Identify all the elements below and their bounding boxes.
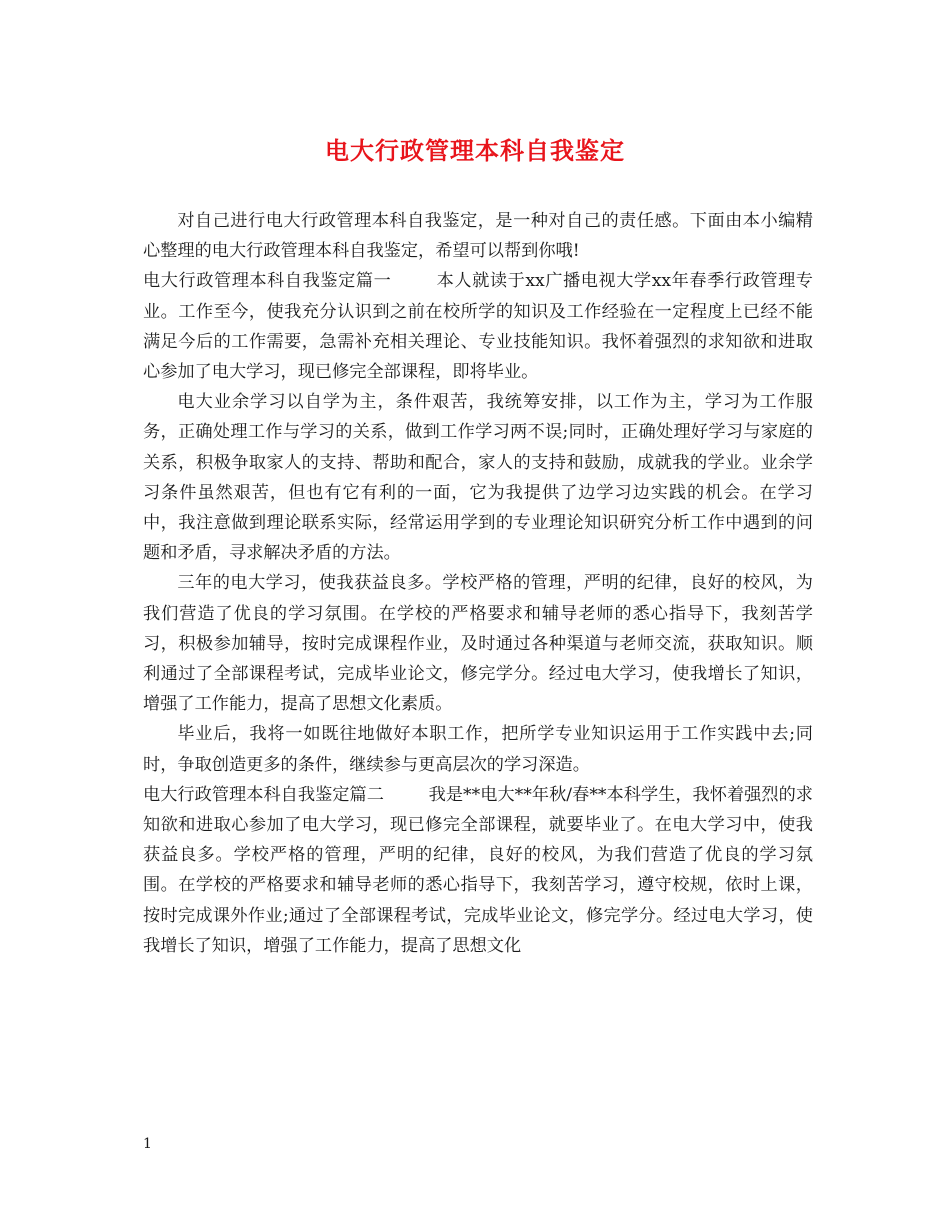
paragraph-after-graduation: 毕业后，我将一如既往地做好本职工作，把所学专业知识运用于工作实践中去;同时，争取创造更多的条件，继续参与更高层次的学习深造。 bbox=[143, 724, 813, 775]
document-title: 电大行政管理本科自我鉴定 bbox=[325, 136, 625, 165]
paragraph-study-conditions: 电大业余学习以自学为主，条件艰苦，我统筹安排，以工作为主，学习为工作服务，正确处理工作与学习的关系，做到工作学习两不误;同时，正确处理好学习与家庭的关系，积极争取家人的支持、帮助和配合，家人的支持和鼓励，成就我的学业。业余学习条件虽然艰苦，但也有它有利的一面，它为我提供了边学习边实践的机会。在学习中，我注意做到理论联系实际，经常运用学到的专业理论知识研究分析工作中遇到的问题和矛盾，寻求解决矛盾的方法。 bbox=[143, 392, 813, 564]
section-one-text: 本人就读于xx广播电视大学xx年春季行政管理专业。工作至今，使我充分认识到之前在校所学的知识及工作经验在一定程度上已经不能满足今后的工作需要，急需补充相关理论、专业技能知识。我怀着强烈的求知欲和进取心参加了电大学习，现已修完全部课程，即将毕业。 bbox=[143, 271, 813, 383]
document-body bbox=[143, 206, 813, 961]
paragraph-section-two bbox=[143, 780, 813, 961]
paragraph-three-years: 三年的电大学习，使我获益良多。学校严格的管理，严明的纪律，良好的校风，为我们营造了优良的学习氛围。在学校的严格要求和辅导老师的悉心指导下，我刻苦学习，积极参加辅导，按时完成课程作业，及时通过各种渠道与老师交流，获取知识。顺利通过了全部课程考试，完成毕业论文，修完学分。经过电大学习，使我增长了知识，增强了工作能力，提高了思想文化素质。 bbox=[143, 573, 813, 715]
section-heading-two: 电大行政管理本科自我鉴定篇二 bbox=[143, 784, 384, 805]
paragraph-section-one bbox=[143, 266, 813, 387]
page-number: 1 bbox=[143, 1136, 152, 1152]
section-two-text: 我是**电大**年秋/春**本科学生，我怀着强烈的求知欲和进取心参加了电大学习，现已修完全部课程，就要毕业了。在电大学习中，使我获益良多。学校严格的管理，严明的纪律，良好的校风，为我们营造了优良的学习氛围。在学校的严格要求和辅导老师的悉心指导下，我刻苦学习，遵守校规，依时上课，按时完成课外作业;通过了全部课程考试，完成毕业论文，修完学分。经过电大学习，使我增长了知识，增强了工作能力，提高了思想文化 bbox=[143, 784, 813, 956]
section-heading-one: 电大行政管理本科自我鉴定篇一 bbox=[143, 271, 392, 292]
paragraph-intro: 对自己进行电大行政管理本科自我鉴定，是一种对自己的责任感。下面由本小编精心整理的电大行政管理本科自我鉴定，希望可以帮到你哦! bbox=[143, 211, 813, 262]
